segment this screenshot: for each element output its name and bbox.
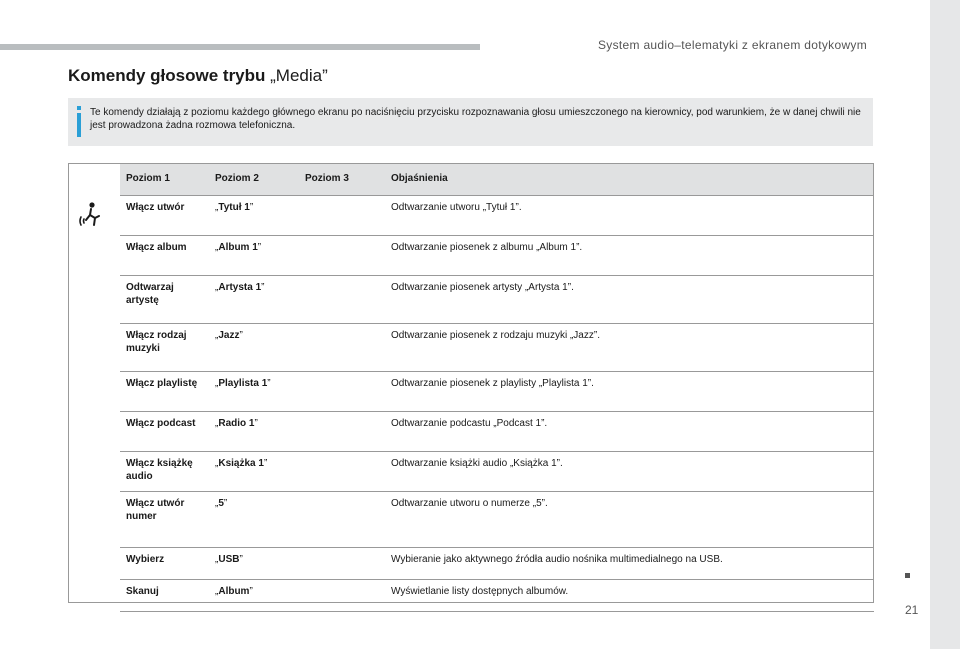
cell-explanation: Odtwarzanie utworu o numerze „5”. [385,491,874,547]
table-row [68,547,874,579]
table-row [68,323,874,371]
level2-value: Jazz [218,329,240,341]
level2-value: Playlista 1 [218,377,268,389]
cell-level2: „USB” [209,547,299,579]
cell-level1: Włącz utwór numer [120,491,209,547]
cell-level3 [299,411,385,451]
cell-explanation: Odtwarzanie książki audio „Książka 1”. [385,451,874,491]
table-row [68,579,874,611]
level2-value: Album [218,585,250,597]
page-marker [905,573,910,578]
header-bar [0,44,480,50]
page-title [68,66,328,86]
cell-level1: Włącz utwór [120,195,209,235]
cell-level3 [299,275,385,323]
table-row [68,275,874,323]
table-header-blank [68,163,120,195]
info-box [68,98,873,146]
cell-level3 [299,323,385,371]
table-row [68,235,874,275]
cell-level3 [299,451,385,491]
cell-level1: Włącz książkę audio [120,451,209,491]
table-header-level2: Poziom 2 [209,163,299,195]
table-row [68,491,874,547]
table-header-explanation: Objaśnienia [385,163,874,195]
cell-level2: „Książka 1” [209,451,299,491]
cell-level2: „Artysta 1” [209,275,299,323]
table-icon-cell [68,195,120,611]
cell-level1: Włącz album [120,235,209,275]
section-title: System audio–telematyki z ekranem dotykowym [598,38,868,52]
cell-explanation: Wybieranie jako aktywnego źródła audio nośnika multimedialnego na USB. [385,547,874,579]
cell-explanation: Odtwarzanie piosenek z playlisty „Playlista 1”. [385,371,874,411]
level2-value: Tytuł 1 [218,201,250,213]
cell-explanation: Odtwarzanie piosenek z albumu „Album 1”. [385,235,874,275]
level2-value: Książka 1 [218,457,264,469]
page-title-quoted: „Media” [270,66,328,85]
cell-level2: „5” [209,491,299,547]
level2-value: Artysta 1 [218,281,262,293]
cell-level3 [299,195,385,235]
cell-level2: „Playlista 1” [209,371,299,411]
cell-level1: Wybierz [120,547,209,579]
cell-level1: Odtwarzaj artystę [120,275,209,323]
cell-level1: Włącz playlistę [120,371,209,411]
cell-level2: „Album 1” [209,235,299,275]
cell-level3 [299,371,385,411]
page-edge-strip [930,0,960,649]
cell-explanation: Odtwarzanie podcastu „Podcast 1”. [385,411,874,451]
cell-level3 [299,579,385,611]
cell-level2: „Tytuł 1” [209,195,299,235]
cell-level1: Włącz podcast [120,411,209,451]
level2-value: Radio 1 [218,417,255,429]
cell-explanation: Odtwarzanie piosenek z rodzaju muzyki „Jazz”. [385,323,874,371]
table-header-level3: Poziom 3 [299,163,385,195]
cell-explanation: Wyświetlanie listy dostępnych albumów. [385,579,874,611]
info-text: Te komendy działają z poziomu każdego głównego ekranu po naciśnięciu przycisku rozpoznawania głosu umieszczonego na kierownicy, pod warunkiem, że w danej chwili nie jest prowadzona żadna rozmowa telefoniczna. [90,107,861,131]
page-title-main: Komendy głosowe trybu [68,66,271,85]
cell-explanation: Odtwarzanie utworu „Tytuł 1”. [385,195,874,235]
table-header-level1: Poziom 1 [120,163,209,195]
table-header-row [68,163,874,195]
voice-commands-table [68,163,874,612]
table-row [68,451,874,491]
cell-level2: „Radio 1” [209,411,299,451]
level2-value: 5 [218,497,224,509]
cell-explanation: Odtwarzanie piosenek artysty „Artysta 1”. [385,275,874,323]
cell-level2: „Jazz” [209,323,299,371]
cell-level2: „Album” [209,579,299,611]
cell-level3 [299,235,385,275]
cell-level1: Skanuj [120,579,209,611]
cell-level1: Włącz rodzaj muzyki [120,323,209,371]
cell-level3 [299,491,385,547]
level2-value: Album 1 [218,241,258,253]
table-row [68,371,874,411]
cell-level3 [299,547,385,579]
page-number: 21 [905,603,919,617]
level2-value: USB [218,553,240,565]
table-row [68,195,874,235]
table-row [68,411,874,451]
voice-command-icon [78,201,104,231]
info-icon [76,106,82,138]
